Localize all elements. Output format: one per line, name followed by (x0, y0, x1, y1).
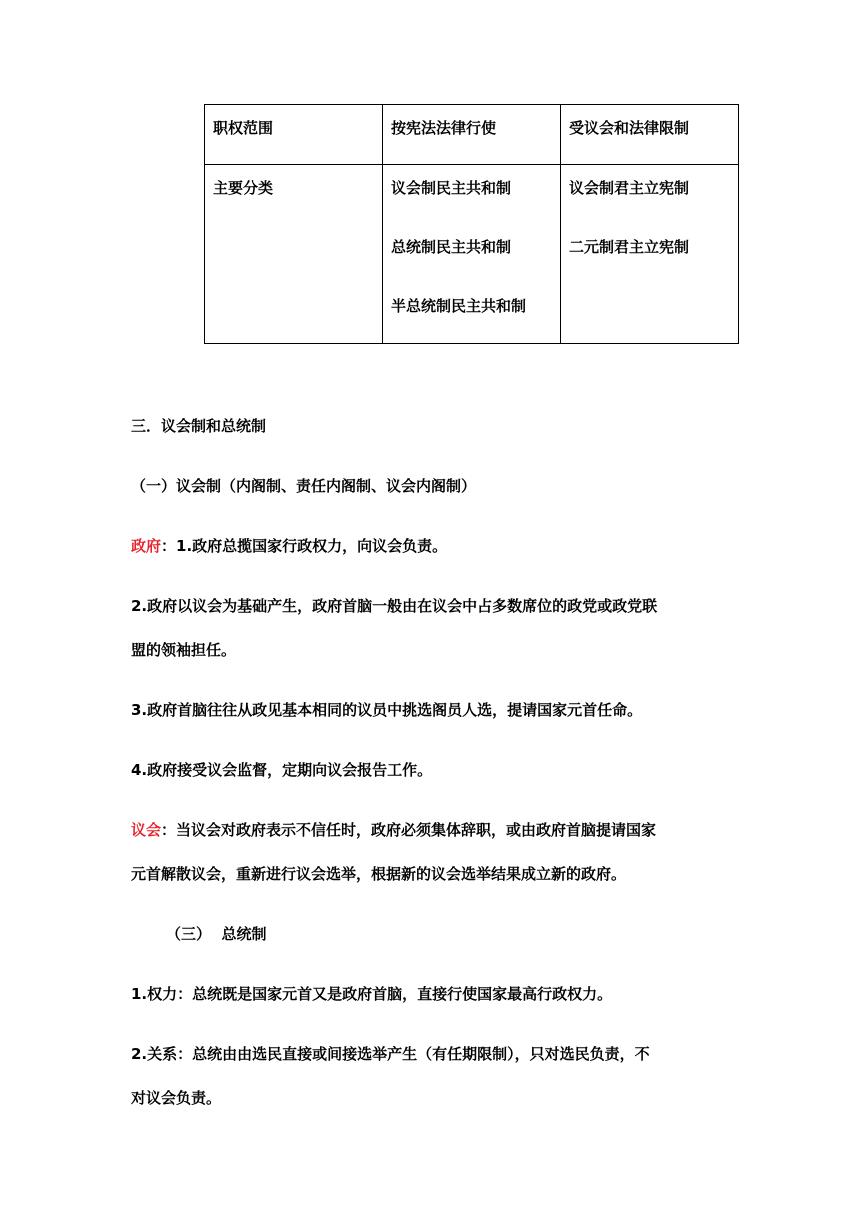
table-cell (383, 165, 561, 344)
subsection-heading: （三） 总统制 (166, 925, 267, 943)
paragraph-line: 2.关系：总统由由选民直接或间接选举产生（有任期限制），只对选民负责，不 (131, 1045, 650, 1063)
cell-text: 半总统制民主共和制 (391, 297, 527, 315)
table-cell-label: 主要分类 (205, 165, 383, 344)
paragraph-line: 4.政府接受议会监督，定期向议会报告工作。 (131, 761, 433, 779)
table-row (205, 105, 739, 165)
cell-text: 按宪法法律行使 (391, 119, 497, 137)
table-cell (383, 105, 561, 165)
paragraph-line: 1.权力：总统既是国家元首又是政府首脑，直接行使国家最高行政权力。 (131, 985, 613, 1003)
paragraph-line: 对议会负责。 (131, 1089, 222, 1107)
paragraph-line: 元首解散议会，重新进行议会选举，根据新的议会选举结果成立新的政府。 (131, 865, 627, 883)
paragraph-line: 盟的领袖担任。 (131, 641, 237, 659)
cell-text: 议会制君主立宪制 (569, 179, 690, 197)
paragraph-government (131, 536, 736, 556)
table-cell (561, 165, 739, 344)
comparison-table (204, 104, 739, 344)
table-cell (561, 105, 739, 165)
cell-text: 受议会和法律限制 (569, 119, 690, 137)
table-row (205, 165, 739, 344)
cell-text: 总统制民主共和制 (391, 238, 512, 256)
subsection-heading: （一）议会制（内阁制、责任内阁制、议会内阁制） (131, 477, 477, 495)
paragraph-line: 2.政府以议会为基础产生，政府首脑一般由在议会中占多数席位的政党或政党联 (131, 597, 658, 615)
paragraph-text: ：1.政府总揽国家行政权力，向议会负责。 (161, 537, 448, 555)
paragraph-parliament (131, 820, 736, 840)
label-parliament: 议会 (131, 821, 162, 839)
paragraph-text: ：当议会对政府表示不信任时，政府必须集体辞职，或由政府首脑提请国家 (161, 821, 657, 839)
table-cell-label: 职权范围 (205, 105, 383, 165)
cell-text: 议会制民主共和制 (391, 179, 512, 197)
label-government: 政府 (131, 537, 162, 555)
section-heading: 三．议会制和总统制 (131, 417, 267, 435)
cell-text: 二元制君主立宪制 (569, 238, 690, 256)
paragraph-line: 3.政府首脑往往从政见基本相同的议员中挑选阁员人选，提请国家元首任命。 (131, 701, 643, 719)
